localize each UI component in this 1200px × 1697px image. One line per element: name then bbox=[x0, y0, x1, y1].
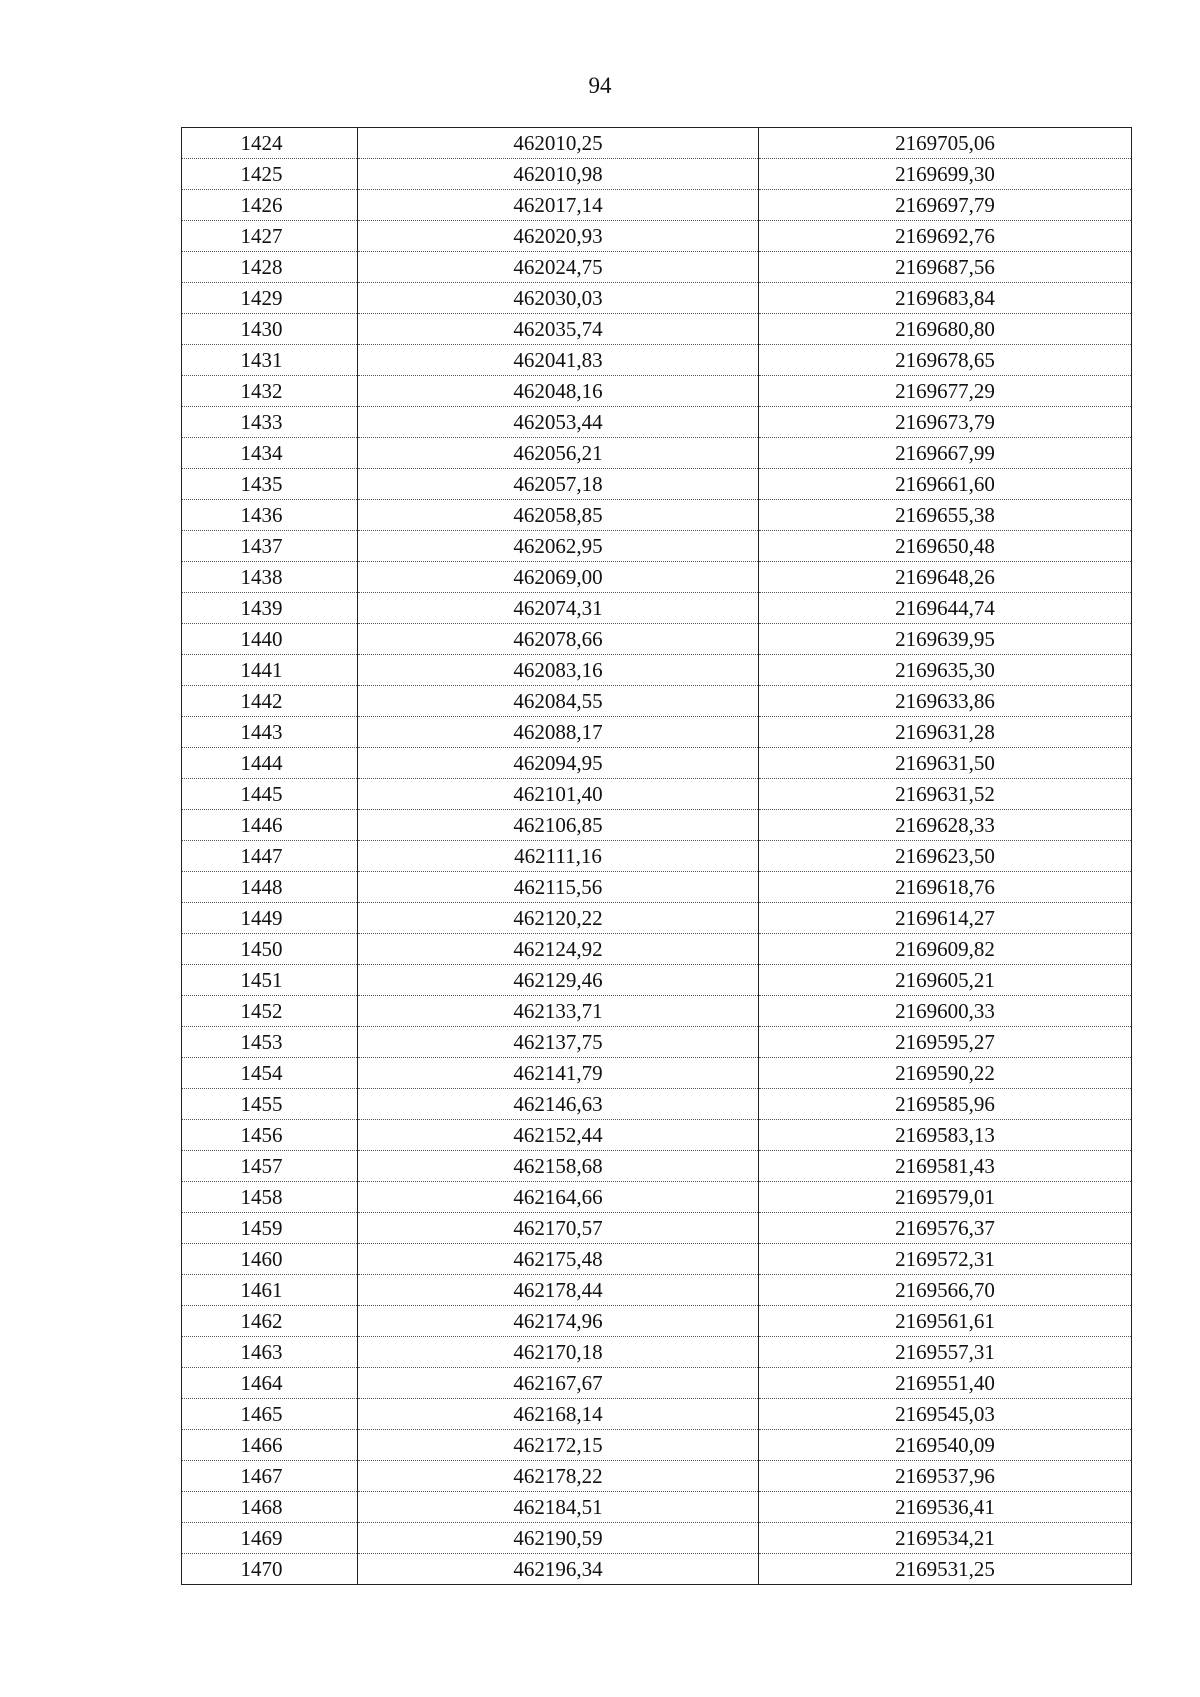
x-coordinate-cell: 462175,48 bbox=[358, 1244, 759, 1275]
point-number-cell bbox=[182, 1430, 358, 1461]
point-number-cell bbox=[182, 965, 358, 996]
x-coordinate-cell: 462010,98 bbox=[358, 159, 759, 190]
y-coordinate-cell: 2169699,30 bbox=[759, 159, 1132, 190]
point-number-cell bbox=[182, 128, 358, 159]
table-row bbox=[182, 686, 1132, 717]
table-row bbox=[182, 996, 1132, 1027]
point-number: 1466 bbox=[240, 1433, 283, 1457]
point-number: 1462 bbox=[240, 1309, 283, 1333]
point-number-cell bbox=[182, 500, 358, 531]
y-coordinate-cell: 2169537,96 bbox=[759, 1461, 1132, 1492]
point-number-cell bbox=[182, 190, 358, 221]
x-coordinate-cell: 462053,44 bbox=[358, 407, 759, 438]
point-number-cell bbox=[182, 1182, 358, 1213]
y-coordinate-cell: 2169581,43 bbox=[759, 1151, 1132, 1182]
y-coordinate-cell: 2169572,31 bbox=[759, 1244, 1132, 1275]
table-row bbox=[182, 1275, 1132, 1306]
table-row bbox=[182, 1151, 1132, 1182]
point-number-cell bbox=[182, 1244, 358, 1275]
y-coordinate-cell: 2169661,60 bbox=[759, 469, 1132, 500]
x-coordinate-cell: 462057,18 bbox=[358, 469, 759, 500]
point-number: 1425 bbox=[240, 162, 283, 186]
point-number: 1457 bbox=[240, 1154, 283, 1178]
x-coordinate-cell: 462146,63 bbox=[358, 1089, 759, 1120]
table-row bbox=[182, 438, 1132, 469]
point-number-cell bbox=[182, 1151, 358, 1182]
table-row bbox=[182, 252, 1132, 283]
point-number-cell bbox=[182, 748, 358, 779]
table-row bbox=[182, 1337, 1132, 1368]
point-number: 1455 bbox=[240, 1092, 283, 1116]
point-number-cell bbox=[182, 779, 358, 810]
point-number: 1441 bbox=[240, 658, 283, 682]
y-coordinate-cell: 2169655,38 bbox=[759, 500, 1132, 531]
y-coordinate-cell: 2169600,33 bbox=[759, 996, 1132, 1027]
point-number-cell bbox=[182, 562, 358, 593]
table-row bbox=[182, 1306, 1132, 1337]
point-number-cell bbox=[182, 376, 358, 407]
x-coordinate-cell: 462184,51 bbox=[358, 1492, 759, 1523]
y-coordinate-cell: 2169545,03 bbox=[759, 1399, 1132, 1430]
point-number-cell bbox=[182, 810, 358, 841]
y-coordinate-cell: 2169635,30 bbox=[759, 655, 1132, 686]
table-row bbox=[182, 593, 1132, 624]
point-number: 1443 bbox=[240, 720, 283, 744]
x-coordinate-cell: 462174,96 bbox=[358, 1306, 759, 1337]
x-coordinate-cell: 462094,95 bbox=[358, 748, 759, 779]
x-coordinate-cell: 462101,40 bbox=[358, 779, 759, 810]
x-coordinate-cell: 462167,67 bbox=[358, 1368, 759, 1399]
table-row bbox=[182, 221, 1132, 252]
point-number: 1459 bbox=[240, 1216, 283, 1240]
x-coordinate-cell: 462062,95 bbox=[358, 531, 759, 562]
point-number-cell bbox=[182, 996, 358, 1027]
y-coordinate-cell: 2169639,95 bbox=[759, 624, 1132, 655]
x-coordinate-cell: 462124,92 bbox=[358, 934, 759, 965]
point-number: 1458 bbox=[240, 1185, 283, 1209]
x-coordinate-cell: 462048,16 bbox=[358, 376, 759, 407]
point-number: 1454 bbox=[240, 1061, 283, 1085]
table-row bbox=[182, 965, 1132, 996]
point-number-cell bbox=[182, 1399, 358, 1430]
y-coordinate-cell: 2169650,48 bbox=[759, 531, 1132, 562]
point-number: 1440 bbox=[240, 627, 283, 651]
x-coordinate-cell: 462120,22 bbox=[358, 903, 759, 934]
y-coordinate-cell: 2169595,27 bbox=[759, 1027, 1132, 1058]
point-number: 1426 bbox=[240, 193, 283, 217]
point-number: 1470 bbox=[240, 1557, 283, 1581]
x-coordinate-cell: 462168,14 bbox=[358, 1399, 759, 1430]
point-number: 1452 bbox=[240, 999, 283, 1023]
point-number-cell bbox=[182, 934, 358, 965]
table-row bbox=[182, 1368, 1132, 1399]
point-number: 1433 bbox=[240, 410, 283, 434]
x-coordinate-cell: 462056,21 bbox=[358, 438, 759, 469]
table-row bbox=[182, 810, 1132, 841]
y-coordinate-cell: 2169609,82 bbox=[759, 934, 1132, 965]
point-number-cell bbox=[182, 593, 358, 624]
point-number-cell bbox=[182, 469, 358, 500]
x-coordinate-cell: 462030,03 bbox=[358, 283, 759, 314]
y-coordinate-cell: 2169631,52 bbox=[759, 779, 1132, 810]
point-number-cell bbox=[182, 686, 358, 717]
point-number: 1445 bbox=[240, 782, 283, 806]
point-number-cell bbox=[182, 1306, 358, 1337]
table-row bbox=[182, 159, 1132, 190]
x-coordinate-cell: 462041,83 bbox=[358, 345, 759, 376]
x-coordinate-cell: 462106,85 bbox=[358, 810, 759, 841]
y-coordinate-cell: 2169677,29 bbox=[759, 376, 1132, 407]
y-coordinate-cell: 2169644,74 bbox=[759, 593, 1132, 624]
table-row bbox=[182, 283, 1132, 314]
point-number: 1450 bbox=[240, 937, 283, 961]
point-number-cell bbox=[182, 1337, 358, 1368]
x-coordinate-cell: 462129,46 bbox=[358, 965, 759, 996]
table-row bbox=[182, 934, 1132, 965]
point-number: 1431 bbox=[240, 348, 283, 372]
x-coordinate-cell: 462083,16 bbox=[358, 655, 759, 686]
table-row bbox=[182, 376, 1132, 407]
x-coordinate-cell: 462196,34 bbox=[358, 1554, 759, 1585]
table-row bbox=[182, 1120, 1132, 1151]
point-number-cell bbox=[182, 531, 358, 562]
point-number: 1448 bbox=[240, 875, 283, 899]
table-row bbox=[182, 1058, 1132, 1089]
point-number: 1460 bbox=[240, 1247, 283, 1271]
y-coordinate-cell: 2169680,80 bbox=[759, 314, 1132, 345]
table-row bbox=[182, 407, 1132, 438]
point-number-cell bbox=[182, 1275, 358, 1306]
x-coordinate-cell: 462069,00 bbox=[358, 562, 759, 593]
coordinates-table-body bbox=[182, 128, 1132, 1585]
point-number-cell bbox=[182, 159, 358, 190]
x-coordinate-cell: 462152,44 bbox=[358, 1120, 759, 1151]
table-row bbox=[182, 624, 1132, 655]
y-coordinate-cell: 2169605,21 bbox=[759, 965, 1132, 996]
point-number: 1447 bbox=[240, 844, 283, 868]
point-number: 1438 bbox=[240, 565, 283, 589]
table-row bbox=[182, 1213, 1132, 1244]
x-coordinate-cell: 462164,66 bbox=[358, 1182, 759, 1213]
point-number: 1463 bbox=[240, 1340, 283, 1364]
y-coordinate-cell: 2169667,99 bbox=[759, 438, 1132, 469]
y-coordinate-cell: 2169697,79 bbox=[759, 190, 1132, 221]
y-coordinate-cell: 2169705,06 bbox=[759, 128, 1132, 159]
table-row bbox=[182, 190, 1132, 221]
y-coordinate-cell: 2169534,21 bbox=[759, 1523, 1132, 1554]
point-number-cell bbox=[182, 624, 358, 655]
x-coordinate-cell: 462058,85 bbox=[358, 500, 759, 531]
y-coordinate-cell: 2169692,76 bbox=[759, 221, 1132, 252]
x-coordinate-cell: 462111,16 bbox=[358, 841, 759, 872]
x-coordinate-cell: 462158,68 bbox=[358, 1151, 759, 1182]
point-number: 1436 bbox=[240, 503, 283, 527]
table-row bbox=[182, 872, 1132, 903]
x-coordinate-cell: 462133,71 bbox=[358, 996, 759, 1027]
table-row bbox=[182, 1461, 1132, 1492]
point-number: 1468 bbox=[240, 1495, 283, 1519]
point-number: 1429 bbox=[240, 286, 283, 310]
y-coordinate-cell: 2169618,76 bbox=[759, 872, 1132, 903]
point-number-cell bbox=[182, 1492, 358, 1523]
point-number: 1465 bbox=[240, 1402, 283, 1426]
point-number: 1428 bbox=[240, 255, 283, 279]
coordinates-table bbox=[181, 127, 1132, 1585]
table-row bbox=[182, 1554, 1132, 1585]
point-number: 1432 bbox=[240, 379, 283, 403]
y-coordinate-cell: 2169557,31 bbox=[759, 1337, 1132, 1368]
table-row bbox=[182, 655, 1132, 686]
x-coordinate-cell: 462170,57 bbox=[358, 1213, 759, 1244]
x-coordinate-cell: 462088,17 bbox=[358, 717, 759, 748]
table-row bbox=[182, 779, 1132, 810]
table-row bbox=[182, 1244, 1132, 1275]
point-number-cell bbox=[182, 345, 358, 376]
point-number: 1430 bbox=[240, 317, 283, 341]
table-row bbox=[182, 1523, 1132, 1554]
point-number: 1424 bbox=[240, 131, 283, 155]
y-coordinate-cell: 2169566,70 bbox=[759, 1275, 1132, 1306]
y-coordinate-cell: 2169583,13 bbox=[759, 1120, 1132, 1151]
x-coordinate-cell: 462178,22 bbox=[358, 1461, 759, 1492]
x-coordinate-cell: 462170,18 bbox=[358, 1337, 759, 1368]
y-coordinate-cell: 2169631,28 bbox=[759, 717, 1132, 748]
point-number-cell bbox=[182, 221, 358, 252]
y-coordinate-cell: 2169628,33 bbox=[759, 810, 1132, 841]
table-row bbox=[182, 748, 1132, 779]
x-coordinate-cell: 462178,44 bbox=[358, 1275, 759, 1306]
point-number: 1464 bbox=[240, 1371, 283, 1395]
table-row bbox=[182, 717, 1132, 748]
y-coordinate-cell: 2169590,22 bbox=[759, 1058, 1132, 1089]
table-row bbox=[182, 1182, 1132, 1213]
point-number-cell bbox=[182, 314, 358, 345]
point-number-cell bbox=[182, 903, 358, 934]
x-coordinate-cell: 462084,55 bbox=[358, 686, 759, 717]
y-coordinate-cell: 2169531,25 bbox=[759, 1554, 1132, 1585]
point-number: 1451 bbox=[240, 968, 283, 992]
y-coordinate-cell: 2169576,37 bbox=[759, 1213, 1132, 1244]
y-coordinate-cell: 2169687,56 bbox=[759, 252, 1132, 283]
point-number-cell bbox=[182, 872, 358, 903]
x-coordinate-cell: 462010,25 bbox=[358, 128, 759, 159]
x-coordinate-cell: 462172,15 bbox=[358, 1430, 759, 1461]
x-coordinate-cell: 462078,66 bbox=[358, 624, 759, 655]
y-coordinate-cell: 2169540,09 bbox=[759, 1430, 1132, 1461]
table-row bbox=[182, 1492, 1132, 1523]
table-row bbox=[182, 562, 1132, 593]
point-number: 1456 bbox=[240, 1123, 283, 1147]
x-coordinate-cell: 462137,75 bbox=[358, 1027, 759, 1058]
point-number: 1437 bbox=[240, 534, 283, 558]
point-number-cell bbox=[182, 1461, 358, 1492]
point-number-cell bbox=[182, 1523, 358, 1554]
table-row bbox=[182, 314, 1132, 345]
table-row bbox=[182, 345, 1132, 376]
point-number-cell bbox=[182, 283, 358, 314]
point-number-cell bbox=[182, 438, 358, 469]
point-number: 1439 bbox=[240, 596, 283, 620]
point-number-cell bbox=[182, 841, 358, 872]
table-row bbox=[182, 841, 1132, 872]
y-coordinate-cell: 2169673,79 bbox=[759, 407, 1132, 438]
point-number: 1442 bbox=[240, 689, 283, 713]
x-coordinate-cell: 462024,75 bbox=[358, 252, 759, 283]
point-number-cell bbox=[182, 655, 358, 686]
y-coordinate-cell: 2169633,86 bbox=[759, 686, 1132, 717]
point-number: 1435 bbox=[240, 472, 283, 496]
x-coordinate-cell: 462115,56 bbox=[358, 872, 759, 903]
table-row bbox=[182, 469, 1132, 500]
x-coordinate-cell: 462074,31 bbox=[358, 593, 759, 624]
point-number-cell bbox=[182, 252, 358, 283]
point-number: 1434 bbox=[240, 441, 283, 465]
x-coordinate-cell: 462190,59 bbox=[358, 1523, 759, 1554]
y-coordinate-cell: 2169536,41 bbox=[759, 1492, 1132, 1523]
y-coordinate-cell: 2169631,50 bbox=[759, 748, 1132, 779]
y-coordinate-cell: 2169614,27 bbox=[759, 903, 1132, 934]
y-coordinate-cell: 2169623,50 bbox=[759, 841, 1132, 872]
point-number: 1469 bbox=[240, 1526, 283, 1550]
table-row bbox=[182, 128, 1132, 159]
y-coordinate-cell: 2169561,61 bbox=[759, 1306, 1132, 1337]
point-number: 1461 bbox=[240, 1278, 283, 1302]
y-coordinate-cell: 2169585,96 bbox=[759, 1089, 1132, 1120]
point-number-cell bbox=[182, 1027, 358, 1058]
x-coordinate-cell: 462017,14 bbox=[358, 190, 759, 221]
point-number-cell bbox=[182, 407, 358, 438]
point-number: 1427 bbox=[240, 224, 283, 248]
table-row bbox=[182, 531, 1132, 562]
x-coordinate-cell: 462035,74 bbox=[358, 314, 759, 345]
page-number: 94 bbox=[588, 73, 612, 98]
table-row bbox=[182, 1027, 1132, 1058]
table-row bbox=[182, 500, 1132, 531]
point-number-cell bbox=[182, 1089, 358, 1120]
table-row bbox=[182, 903, 1132, 934]
x-coordinate-cell: 462020,93 bbox=[358, 221, 759, 252]
point-number-cell bbox=[182, 1120, 358, 1151]
point-number: 1449 bbox=[240, 906, 283, 930]
point-number: 1444 bbox=[240, 751, 283, 775]
table-row bbox=[182, 1399, 1132, 1430]
point-number-cell bbox=[182, 1058, 358, 1089]
y-coordinate-cell: 2169551,40 bbox=[759, 1368, 1132, 1399]
table-row bbox=[182, 1089, 1132, 1120]
y-coordinate-cell: 2169678,65 bbox=[759, 345, 1132, 376]
x-coordinate-cell: 462141,79 bbox=[358, 1058, 759, 1089]
point-number-cell bbox=[182, 1213, 358, 1244]
point-number: 1453 bbox=[240, 1030, 283, 1054]
point-number-cell bbox=[182, 1368, 358, 1399]
y-coordinate-cell: 2169683,84 bbox=[759, 283, 1132, 314]
y-coordinate-cell: 2169579,01 bbox=[759, 1182, 1132, 1213]
point-number: 1446 bbox=[240, 813, 283, 837]
point-number: 1467 bbox=[240, 1464, 283, 1488]
table-row bbox=[182, 1430, 1132, 1461]
point-number-cell bbox=[182, 717, 358, 748]
point-number-cell bbox=[182, 1554, 358, 1585]
y-coordinate-cell: 2169648,26 bbox=[759, 562, 1132, 593]
